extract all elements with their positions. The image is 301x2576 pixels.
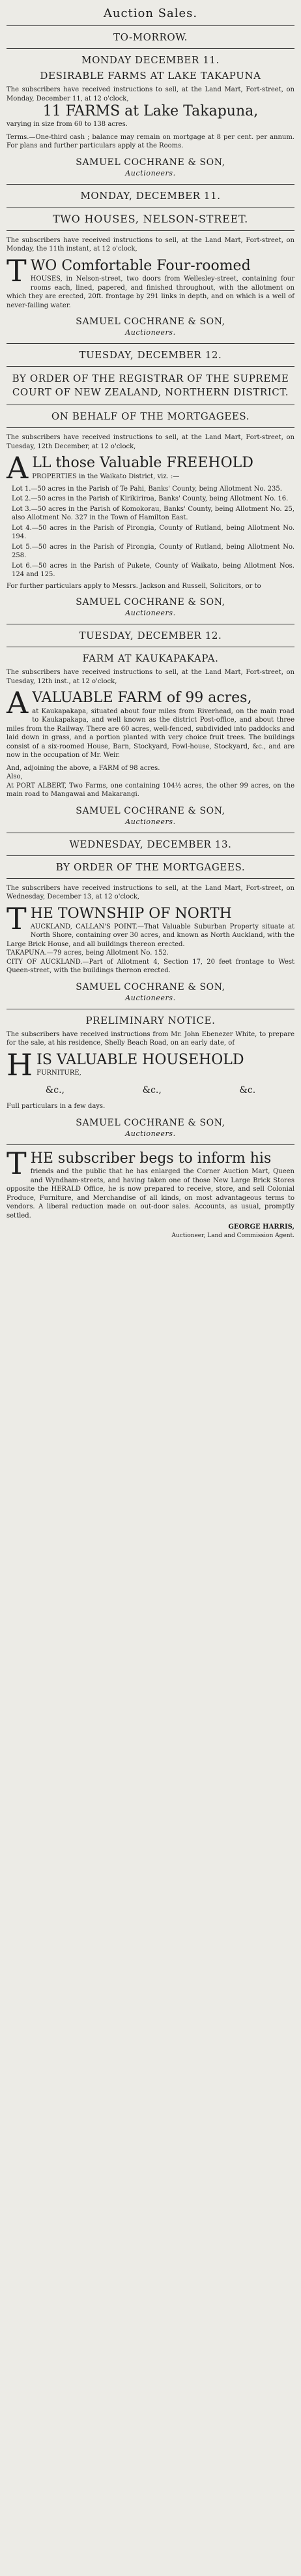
registrar-bigline-sub: PROPERTIES in the Waikato District, viz. :— [32, 472, 180, 480]
preliminary-ad [7, 1015, 294, 1138]
subscriber-dropcap: T [7, 1145, 27, 1181]
nelson-body: HOUSES, in Nelson-street, two doors from Wellesley-street, containing four rooms each, lined, papered, and finished throughout, with the allotment on which they are erected, 20ft. frontage by 291 links in depth, and on which is a well of never-failing water. [7, 275, 294, 309]
lot-item: Lot 5.—50 acres in the Parish of Pirongia, County of Rutland, being Allotment No. 258. [12, 543, 294, 560]
divider [7, 343, 294, 344]
kaukapakapa-ad [7, 630, 294, 825]
kaukapakapa-body: at Kaukapakapa, situated about four miles from Riverhead, on the main road to Kaukapakapa, and well known as the district Post-office, and about three miles from the Railway. There are 60 acres, well-fenced, subdivided into paddocks and laid down in grass, and a portion planted with very choice fruit trees. The buildings consist of a six-roomed House, Barn, Stockyard, Fowl-house, Stockyard, &c., and are now in the occupation of Mr. Weir. [7, 707, 294, 759]
divider [7, 184, 294, 185]
lot-item: Lot 6.—50 acres in the Parish of Pukete, County of Waikato, being Allotment Nos. 124 and 125. [12, 562, 294, 579]
auctioneers-name: SAMUEL COCHRANE & SON, [76, 805, 225, 816]
north-auckland-intro: The subscribers have received instructions to sell, at the Land Mart, Fort-street, on Wednesday, December 13, at 12 o'clock, [7, 884, 294, 901]
auctioneers-sub: Auctioneers. [125, 1129, 176, 1138]
nelson-main [7, 253, 294, 310]
registrar-title: BY ORDER OF THE REGISTRAR OF THE SUPREME COURT OF NEW ZEALAND, NORTHERN DISTRICT. [12, 373, 289, 399]
auctioneers-sub: Auctioneers. [125, 993, 176, 1002]
signature-sub: Auctioneer, Land and Commission Agent. [171, 1232, 294, 1239]
north-auckland-date: WEDNESDAY, DECEMBER 13. [69, 838, 232, 850]
preliminary-title: PRELIMINARY NOTICE. [85, 1014, 216, 1026]
registrar-ad [7, 349, 294, 617]
divider [7, 25, 294, 26]
auctioneers-name: SAMUEL COCHRANE & SON, [76, 981, 225, 992]
preliminary-auctioneers [7, 1118, 294, 1138]
kaukapakapa-auctioneers [7, 806, 294, 826]
takapuna-highlight: 11 FARMS at Lake Takapuna, [42, 103, 259, 119]
takapuna-terms: Terms.—One-third cash ; balance may remain on mortgage at 8 per cent. per annum. For plans and further particulars apply at the Rooms. [7, 133, 294, 150]
auctioneers-sub: Auctioneers. [125, 817, 176, 826]
north-auckland-takapuna-lot: TAKAPUNA.—79 acres, being Allotment No. 152. [7, 949, 169, 957]
registrar-intro: The subscribers have received instructions to sell, at the Land Mart, Fort-street, on Tuesday, 12th December, at 12 o'clock, [7, 434, 294, 450]
divider [7, 855, 294, 856]
north-auckland-ad [7, 838, 294, 1002]
kaukapakapa-dropcap: A [7, 685, 29, 721]
divider [7, 1144, 294, 1145]
kaukapakapa-also: Also, [7, 773, 23, 781]
etc-item: &c., [142, 1085, 162, 1096]
lot-item: Lot 3.—50 acres in the Parish of Komokorau, Banks' County, being Allotment No. 25, also Allotment No. 327 in the Town of Hamilton East. [12, 505, 294, 522]
registrar-dropcap: A [7, 450, 29, 486]
nelson-ad [7, 190, 294, 337]
nelson-auctioneers [7, 316, 294, 337]
subscriber-body: friends and the public that he has enlarged the Corner Auction Mart, Queen and Wyndham-streets, and having taken one of those New Large Brick Stores opposite the HERALD Office, he is now prepared to receive, store, and sell Colonial Produce, Furniture, and Merchandise of all kinds, on most advantageous terms to vendors. A liberal reduction made on out-door sales. Accounts, as usual, promptly settled. [7, 1168, 294, 1219]
auctioneers-name: SAMUEL COCHRANE & SON, [76, 316, 225, 328]
kaukapakapa-port-albert: At PORT ALBERT, Two Farms, one containing 104½ acres, the other 99 acres, on the main road to Mangawai and Makarangi. [7, 782, 294, 799]
kaukapakapa-date: TUESDAY, DECEMBER 12. [79, 630, 222, 642]
auctioneers-name: SAMUEL COCHRANE & SON, [76, 1117, 225, 1128]
divider [7, 230, 294, 231]
registrar-main [7, 450, 294, 486]
etc-item: &c. [239, 1085, 256, 1096]
kaukapakapa-main [7, 685, 294, 759]
preliminary-bigline-sub: FURNITURE, [36, 1069, 81, 1077]
auctioneers-name: SAMUEL COCHRANE & SON, [76, 157, 225, 168]
divider [7, 48, 294, 49]
preliminary-intro: The subscribers have received instructions from Mr. John Ebenezer White, to prepare for the sale, at his residence, Shelly Beach Road, on an early date, of [7, 1030, 294, 1047]
auctioneers-sub: Auctioneers. [125, 328, 176, 337]
north-auckland-bigline: HE TOWNSHIP OF NORTH [30, 905, 232, 922]
lot-item: Lot 4.—50 acres in the Parish of Pirongia, County of Rutland, being Allotment No. 194. [12, 524, 294, 541]
north-auckland-dropcap: T [7, 900, 27, 936]
preliminary-bigline: IS VALUABLE HOUSEHOLD [36, 1051, 244, 1068]
registrar-bigline: LL those Valuable FREEHOLD [32, 455, 253, 472]
takapuna-date: MONDAY DECEMBER 11. [81, 54, 220, 66]
nelson-intro: The subscribers have received instructions to sell, at the Land Mart, Fort-street, on Monday, the 11th instant, at 12 o'clock, [7, 236, 294, 253]
takapuna-highlight-sub: varying in size from 60 to 138 acres. [7, 121, 128, 129]
registrar-behalf: ON BEHALF OF THE MORTGAGEES. [51, 410, 250, 423]
auctioneers-name: SAMUEL COCHRANE & SON, [76, 597, 225, 608]
divider [7, 366, 294, 367]
preliminary-particulars: Full particulars in a few days. [7, 1103, 106, 1111]
divider [7, 427, 294, 428]
subscriber-bigline: HE subscriber begs to inform his [30, 1150, 272, 1167]
takapuna-intro: The subscribers have received instructions to sell, at the Land Mart, Fort-street, on Monday, December 11, at 12 o'clock, [7, 86, 294, 102]
signature-name: GEORGE HARRIS, [228, 1223, 294, 1231]
north-auckland-city-lot: CITY OF AUCKLAND.—Part of Allotment 4, Section 17, 20 feet frontage to West Queen-street, with the buildings thereon erected. [7, 958, 294, 975]
tomorrow-heading: TO-MORROW. [113, 31, 188, 43]
registrar-auctioneers [7, 597, 294, 617]
kaukapakapa-bigline: VALUABLE FARM of 99 acres, [32, 690, 252, 707]
preliminary-etc-row [7, 1085, 294, 1096]
divider [7, 878, 294, 879]
north-auckland-auctioneers [7, 982, 294, 1002]
north-auckland-main [7, 900, 294, 949]
north-auckland-body: AUCKLAND, CALLAN'S POINT.—That Valuable Suburban Property situate at North Shore, containing over 30 acres, and known as North Auckland, with the Large Brick House, and all buildings thereon erected. [7, 923, 294, 948]
nelson-title: TWO HOUSES, NELSON-STREET. [52, 212, 249, 225]
takapuna-title: DESIRABLE FARMS AT LAKE TAKAPUNA [40, 70, 261, 82]
registrar-further: For further particulars apply to Messrs. Jackson and Russell, Solicitors, or to [7, 582, 261, 590]
kaukapakapa-title: FARM AT KAUKAPAKAPA. [82, 652, 219, 665]
preliminary-dropcap: H [7, 1047, 33, 1082]
nelson-dropcap: T [7, 253, 27, 288]
preliminary-main [7, 1047, 294, 1082]
lot-item: Lot 2.—50 acres in the Parish of Kirikiriroa, Banks' County, being Allotment No. 16. [12, 495, 289, 503]
etc-item: &c., [45, 1085, 64, 1096]
kaukapakapa-intro: The subscribers have received instructions to sell, at the Land Mart, Fort-street, on Tuesday, 12th inst., at 12 o'clock, [7, 669, 294, 685]
subscriber-main [7, 1145, 294, 1220]
auctioneers-sub: Auctioneers. [125, 609, 176, 618]
auctioneers-sub: Auctioneers. [125, 168, 176, 177]
north-auckland-title: BY ORDER OF THE MORTGAGEES. [55, 861, 246, 873]
subscriber-signature [7, 1223, 294, 1240]
takapuna-ad [7, 54, 294, 177]
nelson-bigline: WO Comfortable Four-roomed [30, 257, 251, 274]
registrar-lots [12, 485, 294, 579]
lot-item: Lot 1.—50 acres in the Parish of Te Pahi, Banks' County, being Allotment No. 235. [12, 485, 282, 493]
kaukapakapa-adjoining: And, adjoining the above, a FARM of 98 acres. [7, 764, 160, 772]
nelson-date: MONDAY, DECEMBER 11. [80, 189, 221, 202]
registrar-date: TUESDAY, DECEMBER 12. [79, 349, 222, 361]
subscriber-notice [7, 1145, 294, 1240]
masthead: Auction Sales. [103, 7, 198, 20]
takapuna-auctioneers [7, 157, 294, 177]
